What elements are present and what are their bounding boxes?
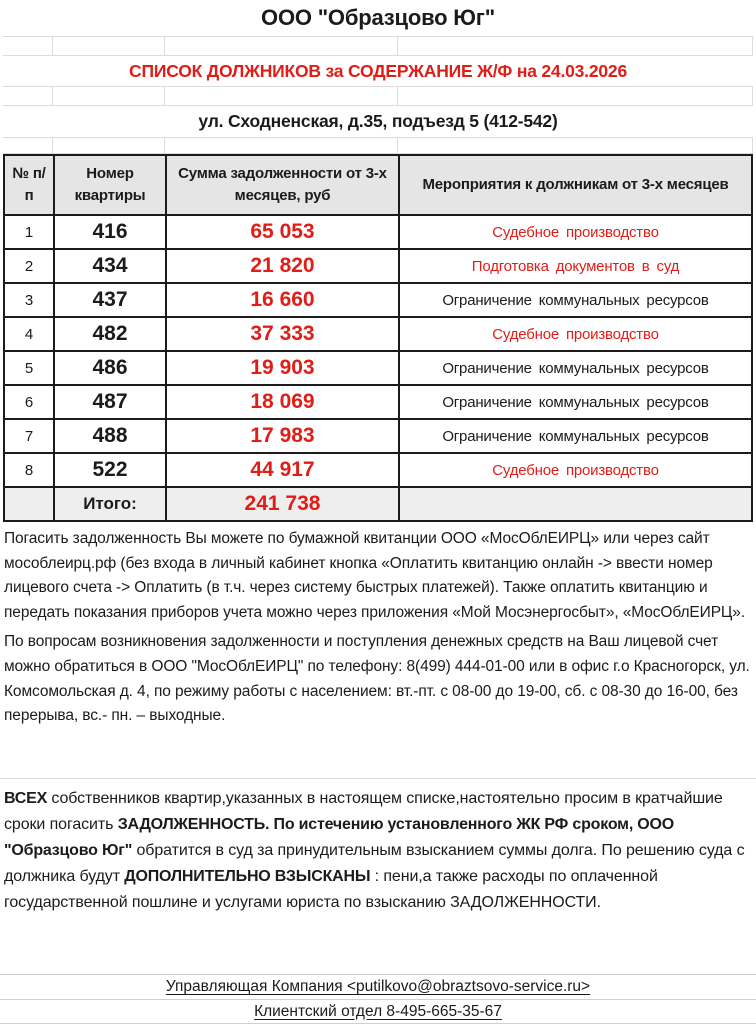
debtor-action: Ограничение коммунальных ресурсов — [399, 283, 752, 317]
debtor-row — [4, 385, 752, 419]
spacer-cell — [3, 87, 53, 105]
footer — [0, 974, 756, 1024]
total-empty — [4, 487, 54, 521]
contact-info-paragraph: По вопросам возникновения задолженности и поступления денежных средств на Ваш лицевой счет можно обратиться в ООО "МосОблЕИРЦ" по телефону: 8(499) 444-01-00 или в офис г.о Красногорск, ул. Комсомольская д. 4, по режиму работы с населением: вт.-пт. с 08-00 до 19-00, сб. с 08-30 до 16-00, без перерыва, вс.- пн. – выходные. — [4, 633, 750, 725]
row-number: 1 — [4, 215, 54, 249]
warning-paragraph: ВСЕХ собственников квартир,указанных в настоящем списке,настоятельно просим в кратчайшие сроки погасить ЗАДОЛЖЕННОСТЬ. По истечению установленного ЖК РФ сроком, ООО "Образцово Юг" обратится в суд за принудительным взысканием суммы долга. По решению суда с должника будут ДОПОЛНИТЕЛЬНО ВЗЫСКАНЫ : пени,а также расходы по оплаченной государственной пошлине и услугами юриста по взысканию ЗАДОЛЖЕННОСТИ. — [4, 789, 745, 911]
spacer-row — [3, 36, 753, 56]
apartment-number: 482 — [54, 317, 166, 351]
debtor-row — [4, 215, 752, 249]
row-number: 6 — [4, 385, 54, 419]
row-number: 8 — [4, 453, 54, 487]
apartment-number: 486 — [54, 351, 166, 385]
row-number: 7 — [4, 419, 54, 453]
apartment-number: 434 — [54, 249, 166, 283]
debt-amount: 44 917 — [166, 453, 399, 487]
column-header-number: № п/п — [4, 155, 54, 215]
debtor-row — [4, 351, 752, 385]
spacer-cell — [53, 87, 165, 105]
section-divider — [0, 729, 756, 779]
spacer-cell — [3, 37, 53, 55]
spacer-row — [3, 137, 753, 154]
footer-company-email — [0, 974, 756, 999]
debt-amount: 65 053 — [166, 215, 399, 249]
table-header-row — [4, 155, 752, 215]
apartment-number: 437 — [54, 283, 166, 317]
debtor-row — [4, 317, 752, 351]
spacer-cell — [53, 138, 165, 153]
list-title: СПИСОК ДОЛЖНИКОВ за СОДЕРЖАНИЕ Ж/Ф на 24.03.2026 — [129, 60, 627, 81]
debtor-action: Судебное производство — [399, 215, 752, 249]
debt-amount: 18 069 — [166, 385, 399, 419]
debtor-row — [4, 453, 752, 487]
building-address: ул. Сходненская, д.35, подъезд 5 (412-542) — [198, 111, 558, 131]
column-header-apartment: Номер квартиры — [54, 155, 166, 215]
row-number: 2 — [4, 249, 54, 283]
row-number: 5 — [4, 351, 54, 385]
spacer-cell — [3, 138, 53, 153]
spacer-cell — [165, 37, 398, 55]
spacer-cell — [53, 37, 165, 55]
debtor-action: Судебное производство — [399, 453, 752, 487]
spacer-row — [3, 86, 753, 106]
spacer-cell — [398, 138, 753, 153]
debtor-action: Ограничение коммунальных ресурсов — [399, 385, 752, 419]
spacer-cell — [165, 138, 398, 153]
apartment-number: 487 — [54, 385, 166, 419]
footer-client-dept-text: Клиентский отдел 8-495-665-35-67 — [254, 1002, 502, 1020]
debtor-action: Ограничение коммунальных ресурсов — [399, 419, 752, 453]
spacer-cell — [165, 87, 398, 105]
apartment-number: 416 — [54, 215, 166, 249]
debt-amount: 17 983 — [166, 419, 399, 453]
apartment-number: 522 — [54, 453, 166, 487]
debt-amount: 21 820 — [166, 249, 399, 283]
footer-company-email-text: Управляющая Компания <putilkovo@obraztsovo-service.ru> — [165, 978, 591, 995]
debtors-table — [3, 154, 753, 522]
debtor-row — [4, 249, 752, 283]
debt-amount: 37 333 — [166, 317, 399, 351]
debtor-action: Судебное производство — [399, 317, 752, 351]
debt-amount: 16 660 — [166, 283, 399, 317]
debtor-row — [4, 283, 752, 317]
debtor-row — [4, 419, 752, 453]
debt-amount: 19 903 — [166, 351, 399, 385]
table-body — [4, 215, 752, 521]
total-label: Итого: — [54, 487, 166, 521]
total-row — [4, 487, 752, 521]
debtor-action: Подготовка документов в суд — [399, 249, 752, 283]
column-header-debt-amount: Сумма задолженности от 3-х месяцев, руб — [166, 155, 399, 215]
spacer-cell — [398, 37, 753, 55]
row-number: 3 — [4, 283, 54, 317]
spacer-cell — [398, 87, 753, 105]
debtor-action: Ограничение коммунальных ресурсов — [399, 351, 752, 385]
apartment-number: 488 — [54, 419, 166, 453]
total-action-empty — [399, 487, 752, 521]
payment-info-paragraph: Погасить задолженность Вы можете по бумажной квитанции ООО «МосОблЕИРЦ» или через сайт мособлеирц.рф (без входа в личный кабинет кнопка «Оплатить квитанцию онлайн -> ввести номер лицевого счета -> Оплатить (в т.ч. через систему быстрых платежей). Также оплатить квитанцию и передать показания приборов учета можно через приложения «Мой Мосэнергосбыт», «МосОблЕИРЦ». — [4, 530, 746, 621]
row-number: 4 — [4, 317, 54, 351]
column-header-actions: Мероприятия к должникам от 3-х месяцев — [399, 155, 752, 215]
company-title: ООО "Образцово Юг" — [261, 5, 495, 30]
total-amount: 241 738 — [166, 487, 399, 521]
footer-client-dept-phone — [0, 999, 756, 1024]
